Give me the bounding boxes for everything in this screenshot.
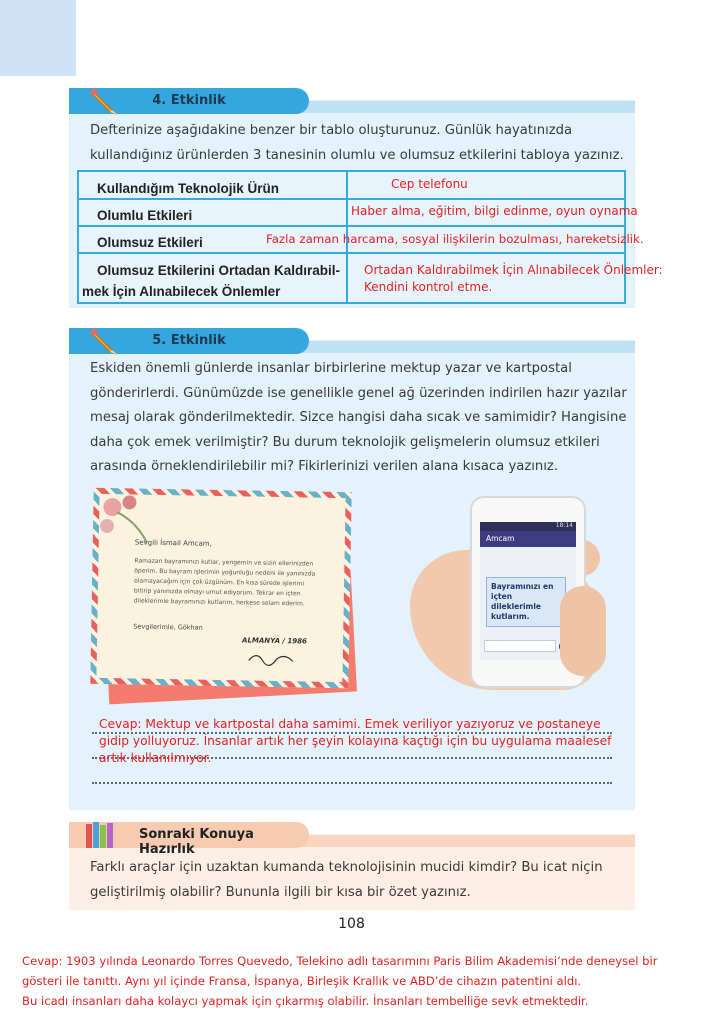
phone-input-field (484, 640, 556, 652)
hand-fingers (560, 586, 606, 676)
activity4-banner-tail (300, 101, 635, 113)
letter-body: Ramazan bayramınızı kutlar, yengemin ve sizin ellerinizden öperim. Bu bayram işlerimin yoğunluğu nedeni ile yanınızda olamayacağım için çok üzgünüm. En kısa sürede işlerimi bitirip yanınızda olmayı umut ediyorum. Tekrar en içten dileklerimle bayramınızı kutlarım, herkese selam ederim. (133, 557, 316, 608)
phone-illustration (410, 490, 610, 700)
activity5-title: 5. Etkinlik (152, 333, 226, 348)
phone-message-bubble: Bayramınızı en içten dileklerimle kutlarım. (486, 577, 566, 627)
signature-icon (247, 648, 297, 667)
table-label: Olumsuz Etkileri (97, 235, 203, 250)
activity5-banner-tail (300, 341, 635, 353)
page-number: 108 (338, 916, 365, 932)
letter-closing: Sevgilerimle, Gökhan (133, 622, 203, 632)
letter-illustration (86, 488, 356, 700)
activity5-answer: Cevap: Mektup ve kartpostal daha samimi. Emek veriliyor yazıyoruz ve postaneye gidip yolluyoruz. İnsanlar artık her şeyin kolayına kaçtığı için bu uygulama maalesef artık kullanılmıyor. (99, 717, 612, 765)
table-label: Olumsuz Etkilerini Ortadan Kaldırabil- (97, 263, 341, 278)
answer-measures-1: Ortadan Kaldırabilmek İçin Alınabilecek Önlemler: (364, 263, 663, 277)
table-label: Kullandığım Teknolojik Ürün (97, 181, 280, 196)
next-topic-title: Sonraki Konuya Hazırlık (139, 827, 254, 857)
answer-positive: Haber alma, eğitim, bilgi edinme, oyun oynama (351, 204, 638, 218)
next-topic-banner-tail (300, 835, 635, 847)
answer-line (92, 782, 612, 784)
bottom-answer-line1: Cevap: 1903 yılında Leonardo Torres Quevedo, Telekino adlı tasarımını Paris Bilim Akademisi’nde deneysel bir (22, 954, 658, 968)
answer-measures-2: Kendini kontrol etme. (364, 280, 493, 294)
answer-negative: Fazla zaman harcama, sosyal ilişkilerin bozulması, hareketsizlik. (266, 232, 644, 246)
table-label: mek İçin Alınabilecek Önlemler (82, 284, 281, 299)
activity4-intro: Defterinize aşağıdakine benzer bir tablo oluşturunuz. Günlük hayatınızda kullandığınız ürünlerden 3 tanesinin olumlu ve olumsuz etkilerini tabloya yazınız. (90, 123, 624, 163)
bottom-answer-line3: Bu icadı insanları daha kolaycı yapmak için çıkarmış olabilir. İnsanları tembelliğe sevk etmektedir. (22, 994, 589, 1008)
letter-place-date: ALMANYA / 1986 (242, 636, 308, 646)
activity4-title: 4. Etkinlik (152, 93, 226, 108)
bottom-answer-line2: gösteri ile tanıttı. Aynı yıl içinde Fransa, İspanya, Birleşik Krallık ve ABD’de cihazın patentini aldı. (22, 974, 582, 988)
phone-contact: Amcam (480, 531, 576, 547)
answer-product: Cep telefonu (391, 177, 468, 191)
next-topic-text: Farklı araçlar için uzaktan kumanda teknolojisinin mucidi kimdir? Bu icat niçin geliştirilmiş olabilir? Bununla ilgili bir kısa bir özet yazınız. (90, 860, 603, 900)
table-label: Olumlu Etkileri (97, 208, 193, 223)
table-row (78, 171, 625, 199)
books-icon (84, 820, 118, 850)
table-row (78, 253, 625, 303)
pencil-icon (90, 326, 120, 356)
corner-tab (0, 0, 76, 76)
phone-status-bar: 18:14 (480, 522, 576, 531)
activity5-text: Eskiden önemli günlerde insanlar birbirlerine mektup yazar ve kartpostal gönderirlerdi. Günümüzde ise genellikle genel ağ üzerinden indirilen hazır yazılar mesaj olarak gönderilmektedir. Sizce hangisi daha sıcak ve samimidir? Hangisine daha çok emek verilmiştir? Bu durum teknolojik gelişmelerin olumsuz etkileri arasında örneklendirilebilir mi? Fikirlerinizi verilen alana kısaca yazınız. (90, 361, 627, 475)
pencil-icon (90, 86, 120, 116)
letter-greeting: Sevgili İsmail Amcam, (134, 538, 212, 548)
postcard (90, 488, 351, 688)
